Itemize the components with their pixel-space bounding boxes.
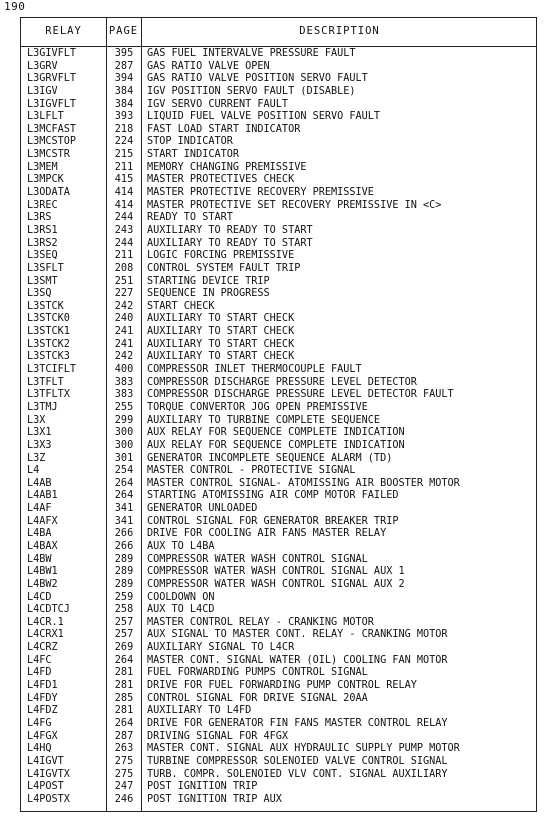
table-row [21,781,536,794]
relay-cell: L4BAX [27,540,58,552]
relay-cell: L4BW2 [27,578,58,590]
description-cell: GAS RATIO VALVE POSITION SERVO FAULT [147,73,368,85]
relay-cell: L3SFLT [27,262,64,274]
page-cell: 244 [114,212,134,224]
description-cell: AUXILIARY TO START CHECK [147,351,295,363]
relay-cell: L4BW1 [27,566,58,578]
relay-cell: L4CRX1 [27,629,64,641]
description-cell: DRIVE FOR FUEL FORWARDING PUMP CONTROL RELAY [147,680,417,692]
relay-cell: L3X1 [27,427,52,439]
relay-cell: L4FC [27,654,52,666]
description-cell: AUXILIARY SIGNAL TO L4CR [147,642,295,654]
relay-cell: L3GRV [27,60,58,72]
relay-cell: L3LFLT [27,111,64,123]
page-cell: 241 [114,338,134,350]
relay-cell: L4IGVT [27,755,64,767]
page-cell: 242 [114,351,134,363]
table-row [21,617,536,630]
description-cell: MEMORY CHANGING PREMISSIVE [147,161,307,173]
description-cell: GAS FUEL INTERVALVE PRESSURE FAULT [147,48,356,59]
page-cell: 285 [114,692,134,704]
table-row [21,554,536,567]
relay-cell: L4AB [27,477,52,489]
description-cell: AUXILIARY TO TURBINE COMPLETE SEQUENCE [147,414,381,426]
table-row [21,743,536,756]
table-row [21,276,536,289]
relay-cell: L3RS1 [27,224,58,236]
table-row [21,693,536,706]
relay-cell: L3X3 [27,439,52,451]
description-cell: MASTER PROTECTIVES CHECK [147,174,295,186]
header-page: PAGE [108,25,139,37]
page-cell: 289 [114,553,134,565]
relay-cell: L3STCK1 [27,326,70,338]
description-cell: GENERATOR UNLOADED [147,503,258,515]
description-cell: MASTER PROTECTIVE RECOVERY PREMISSIVE [147,187,374,199]
description-cell: TURBINE COMPRESSOR SOLENOIED VALVE CONTROL SIGNAL [147,755,448,767]
relay-cell: L3TFLT [27,376,64,388]
description-cell: CONTROL SYSTEM FAULT TRIP [147,262,301,274]
page-cell: 242 [114,300,134,312]
description-cell: COMPRESSOR WATER WASH CONTROL SIGNAL AUX 1 [147,566,405,578]
table-row [21,516,536,529]
description-cell: STOP INDICATOR [147,136,233,148]
relay-cell: L3RS [27,212,52,224]
relay-cell: L4BW [27,553,52,565]
table-row [21,440,536,453]
description-cell: COMPRESSOR INLET THERMOCOUPLE FAULT [147,364,362,376]
table-row [21,99,536,112]
table-row [21,415,536,428]
relay-cell: L3ODATA [27,187,70,199]
page-cell: 247 [114,781,134,793]
description-cell: AUX RELAY FOR SEQUENCE COMPLETE INDICATION [147,427,405,439]
page-cell: 395 [114,48,134,59]
table-row [21,124,536,137]
table-row [21,655,536,668]
table-body [21,48,536,806]
page-number: 190 [4,0,26,13]
table-row [21,503,536,516]
table-row [21,313,536,326]
page-cell: 264 [114,654,134,666]
description-cell: GENERATOR INCOMPLETE SEQUENCE ALARM (TD) [147,452,393,464]
table-row [21,301,536,314]
table-row [21,162,536,175]
table-row [21,402,536,415]
table-row [21,225,536,238]
page-cell: 240 [114,313,134,325]
relay-cell: L4FDZ [27,705,58,717]
table-row [21,453,536,466]
relay-cell: L3TMJ [27,401,58,413]
page-cell: 299 [114,414,134,426]
page-cell: 266 [114,528,134,540]
page-cell: 259 [114,591,134,603]
description-cell: LIQUID FUEL VALVE POSITION SERVO FAULT [147,111,381,123]
description-cell: START INDICATOR [147,149,240,161]
description-cell: AUXILIARY TO L4FD [147,705,252,717]
table-row [21,212,536,225]
table-header [21,18,536,47]
relay-cell: L3MPCK [27,174,64,186]
relay-cell: L4AB1 [27,490,58,502]
description-cell: START CHECK [147,300,215,312]
relay-cell: L4HQ [27,743,52,755]
page-cell: 211 [114,161,134,173]
table-row [21,187,536,200]
description-cell: AUX RELAY FOR SEQUENCE COMPLETE INDICATION [147,439,405,451]
header-relay: RELAY [45,25,82,37]
page-cell: 414 [114,199,134,211]
relay-cell: L4CDTCJ [27,604,70,616]
page-cell: 224 [114,136,134,148]
relay-cell: L3TCIFLT [27,364,77,376]
page-cell: 211 [114,250,134,262]
relay-cell: L3REC [27,199,58,211]
description-cell: AUXILIARY TO READY TO START [147,237,313,249]
relay-cell: L3GRVFLT [27,73,77,85]
page-cell: 208 [114,262,134,274]
description-cell: IGV POSITION SERVO FAULT (DISABLE) [147,85,356,97]
table-row [21,731,536,744]
description-cell: TORQUE CONVERTOR JOG OPEN PREMISSIVE [147,401,368,413]
page-cell: 218 [114,123,134,135]
page-cell: 264 [114,717,134,729]
page-cell: 269 [114,642,134,654]
relay-cell: L3X [27,414,46,426]
page-cell: 281 [114,680,134,692]
description-cell: AUX SIGNAL TO MASTER CONT. RELAY - CRANKING MOTOR [147,629,448,641]
table-row [21,364,536,377]
relay-cell: L3IGVFLT [27,98,77,110]
page-cell: 289 [114,578,134,590]
page-cell: 275 [114,755,134,767]
table-row [21,200,536,213]
relay-cell: L4FD1 [27,680,58,692]
table-row [21,642,536,655]
page-cell: 266 [114,540,134,552]
description-cell: READY TO START [147,212,233,224]
page-cell: 400 [114,364,134,376]
page-cell: 383 [114,376,134,388]
relay-cell: L3STCK3 [27,351,70,363]
page-cell: 227 [114,288,134,300]
description-cell: TURB. COMPR. SOLENOIED VLV CONT. SIGNAL AUXILIARY [147,768,448,780]
table-row [21,149,536,162]
table-row [21,61,536,74]
table-row [21,238,536,251]
description-cell: COOLDOWN ON [147,591,215,603]
table-row [21,465,536,478]
description-cell: DRIVING SIGNAL FOR 4FGX [147,730,289,742]
relay-cell: L3SQ [27,288,52,300]
page-cell: 254 [114,465,134,477]
relay-cell: L4FGX [27,730,58,742]
table-row [21,288,536,301]
description-cell: AUXILIARY TO START CHECK [147,338,295,350]
description-cell: AUXILIARY TO START CHECK [147,326,295,338]
description-cell: COMPRESSOR WATER WASH CONTROL SIGNAL AUX 2 [147,578,405,590]
page-cell: 243 [114,224,134,236]
table-row [21,528,536,541]
description-cell: MASTER CONT. SIGNAL AUX HYDRAULIC SUPPLY PUMP MOTOR [147,743,460,755]
description-cell: GAS RATIO VALVE OPEN [147,60,270,72]
description-cell: POST IGNITION TRIP [147,781,258,793]
page-cell: 341 [114,515,134,527]
relay-cell: L3TFLTX [27,389,70,401]
description-cell: AUXILIARY TO START CHECK [147,313,295,325]
relay-cell: L4CRZ [27,642,58,654]
table-row [21,326,536,339]
description-cell: COMPRESSOR DISCHARGE PRESSURE LEVEL DETECTOR [147,376,417,388]
page-cell: 341 [114,503,134,515]
description-cell: FUEL FORWARDING PUMPS CONTROL SIGNAL [147,667,368,679]
relay-cell: L4POSTX [27,793,70,805]
description-cell: MASTER CONTROL SIGNAL- ATOMISSING AIR BOOSTER MOTOR [147,477,460,489]
description-cell: MASTER CONT. SIGNAL WATER (OIL) COOLING FAN MOTOR [147,654,448,666]
relay-cell: L4FD [27,667,52,679]
page-cell: 393 [114,111,134,123]
page-cell: 281 [114,705,134,717]
table-row [21,705,536,718]
page-cell: 264 [114,490,134,502]
table-row [21,769,536,782]
page-cell: 241 [114,326,134,338]
page-cell: 384 [114,85,134,97]
relay-cell: L4BA [27,528,52,540]
relay-cell: L3STCK [27,300,64,312]
page-cell: 394 [114,73,134,85]
table-row [21,718,536,731]
description-cell: MASTER CONTROL - PROTECTIVE SIGNAL [147,465,356,477]
description-cell: IGV SERVO CURRENT FAULT [147,98,289,110]
table-row [21,794,536,807]
description-cell: MASTER CONTROL RELAY - CRANKING MOTOR [147,616,374,628]
table-row [21,48,536,61]
description-cell: MASTER PROTECTIVE SET RECOVERY PREMISSIVE IN <C> [147,199,442,211]
table-row [21,592,536,605]
table-row [21,86,536,99]
description-cell: STARTING DEVICE TRIP [147,275,270,287]
page-cell: 246 [114,793,134,805]
page-cell: 215 [114,149,134,161]
relay-cell: L4IGVTX [27,768,70,780]
header-description: DESCRIPTION [299,25,380,37]
relay-cell: L3Z [27,452,46,464]
relay-cell: L4FDY [27,692,58,704]
table-row [21,73,536,86]
relay-cell: L4 [27,465,40,477]
page-cell: 300 [114,439,134,451]
description-cell: COMPRESSOR DISCHARGE PRESSURE LEVEL DETECTOR FAULT [147,389,454,401]
description-cell: FAST LOAD START INDICATOR [147,123,301,135]
table-row [21,111,536,124]
relay-cell: L3RS2 [27,237,58,249]
description-cell: COMPRESSOR WATER WASH CONTROL SIGNAL [147,553,368,565]
relay-cell: L3STCK0 [27,313,70,325]
table-row [21,136,536,149]
table-row [21,427,536,440]
description-cell: LOGIC FORCING PREMISSIVE [147,250,295,262]
table-row [21,490,536,503]
page-cell: 300 [114,427,134,439]
table-row [21,389,536,402]
relay-cell: L3GIVFLT [27,48,77,59]
table-row [21,339,536,352]
page-cell: 275 [114,768,134,780]
relay-cell: L4AFX [27,515,58,527]
page-cell: 384 [114,98,134,110]
relay-cell: L3MEM [27,161,58,173]
table-row [21,377,536,390]
table-row [21,478,536,491]
relay-cell: L4CD [27,591,52,603]
page-cell: 301 [114,452,134,464]
relay-cell: L3MCSTR [27,149,70,161]
description-cell: DRIVE FOR COOLING AIR FANS MASTER RELAY [147,528,387,540]
relay-cell: L4CR.1 [27,616,64,628]
relay-cell: L3SEQ [27,250,58,262]
relay-cell: L3SMT [27,275,58,287]
description-cell: SEQUENCE IN PROGRESS [147,288,270,300]
table-row [21,174,536,187]
table-row [21,629,536,642]
relay-cell: L4FG [27,717,52,729]
description-cell: POST IGNITION TRIP AUX [147,793,282,805]
table-row [21,756,536,769]
page-cell: 258 [114,604,134,616]
relay-table [20,17,537,812]
description-cell: AUX TO L4BA [147,540,215,552]
table-row [21,250,536,263]
table-row [21,579,536,592]
description-cell: CONTROL SIGNAL FOR DRIVE SIGNAL 20AA [147,692,368,704]
description-cell: AUXILIARY TO READY TO START [147,224,313,236]
page-cell: 255 [114,401,134,413]
description-cell: AUX TO L4CD [147,604,215,616]
description-cell: STARTING ATOMISSING AIR COMP MOTOR FAILED [147,490,399,502]
table-row [21,566,536,579]
page-cell: 264 [114,477,134,489]
page-cell: 257 [114,629,134,641]
relay-cell: L3IGV [27,85,58,97]
page-cell: 287 [114,730,134,742]
page-cell: 251 [114,275,134,287]
page-cell: 289 [114,566,134,578]
relay-cell: L3MCFAST [27,123,77,135]
table-row [21,680,536,693]
page-cell: 244 [114,237,134,249]
table-row [21,351,536,364]
description-cell: DRIVE FOR GENERATOR FIN FANS MASTER CONTROL RELAY [147,717,448,729]
relay-cell: L4AF [27,503,52,515]
table-row [21,604,536,617]
page-cell: 257 [114,616,134,628]
table-row [21,667,536,680]
relay-cell: L3STCK2 [27,338,70,350]
page-cell: 415 [114,174,134,186]
page-cell: 263 [114,743,134,755]
table-row [21,263,536,276]
description-cell: CONTROL SIGNAL FOR GENERATOR BREAKER TRIP [147,515,399,527]
page-cell: 281 [114,667,134,679]
page-cell: 383 [114,389,134,401]
page-cell: 414 [114,187,134,199]
page-cell: 287 [114,60,134,72]
relay-cell: L4POST [27,781,64,793]
relay-cell: L3MCSTOP [27,136,77,148]
table-row [21,541,536,554]
